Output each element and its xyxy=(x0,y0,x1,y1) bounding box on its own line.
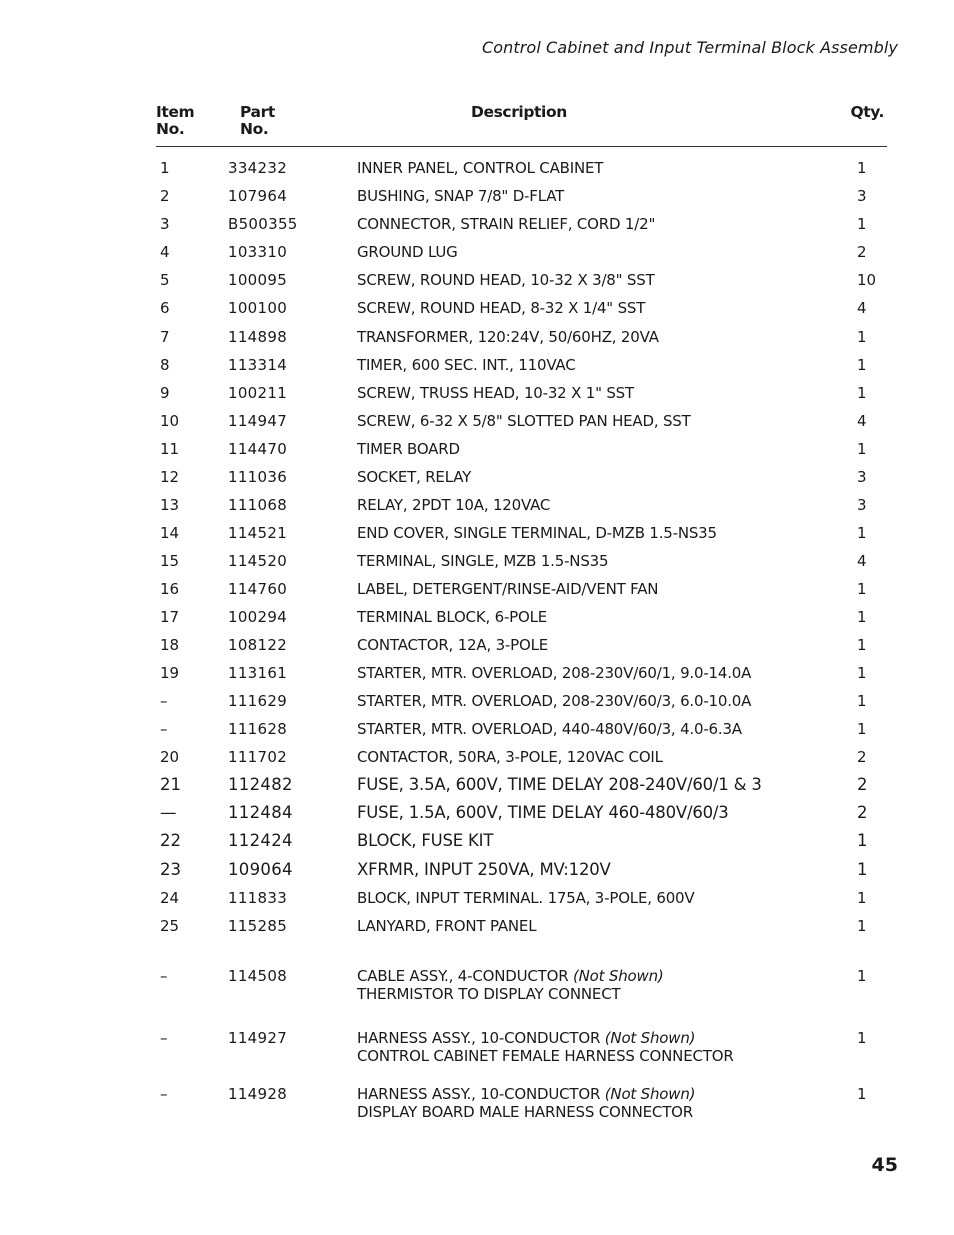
part-description xyxy=(357,720,742,738)
description-text: CONTACTOR, 50RA, 3-POLE, 120VAC COIL xyxy=(357,748,663,766)
part-description xyxy=(357,1085,695,1121)
part-number: 114760 xyxy=(228,580,288,598)
description-line-2: DISPLAY BOARD MALE HARNESS CONNECTOR xyxy=(357,1103,693,1121)
column-header-part-line2: No. xyxy=(240,120,269,138)
description-line-2: THERMISTOR TO DISPLAY CONNECT xyxy=(357,985,621,1003)
item-number: 23 xyxy=(160,860,181,879)
quantity: 1 xyxy=(857,440,867,458)
description-text: HARNESS ASSY., 10-CONDUCTOR xyxy=(357,1085,601,1103)
item-number: 2 xyxy=(160,187,170,205)
quantity: 1 xyxy=(857,159,867,177)
item-number: 16 xyxy=(160,580,180,598)
part-number: 114470 xyxy=(228,440,288,458)
part-description xyxy=(357,496,550,514)
item-number: – xyxy=(160,692,168,710)
quantity: 3 xyxy=(857,496,867,514)
part-description xyxy=(357,356,576,374)
quantity: 1 xyxy=(857,967,867,985)
part-description xyxy=(357,271,655,289)
quantity: 1 xyxy=(857,1029,867,1047)
quantity: 1 xyxy=(857,580,867,598)
part-number: 111628 xyxy=(228,720,288,738)
part-number: 114898 xyxy=(228,328,288,346)
part-description xyxy=(357,580,658,598)
item-number: 18 xyxy=(160,636,180,654)
item-number: 17 xyxy=(160,608,180,626)
quantity: 10 xyxy=(857,271,877,289)
item-number: – xyxy=(160,1085,168,1103)
item-number: 24 xyxy=(160,889,180,907)
description-text: CONNECTOR, STRAIN RELIEF, CORD 1/2" xyxy=(357,215,656,233)
item-number: 10 xyxy=(160,412,180,430)
part-description xyxy=(357,636,548,654)
description-text: STARTER, MTR. OVERLOAD, 208-230V/60/3, 6.0-10.0A xyxy=(357,692,752,710)
part-number: 107964 xyxy=(228,187,288,205)
column-header-description: Description xyxy=(471,103,567,121)
description-text: FUSE, 1.5A, 600V, TIME DELAY 460-480V/60/3 xyxy=(357,803,729,822)
description-text: TERMINAL, SINGLE, MZB 1.5-NS35 xyxy=(357,552,609,570)
part-description xyxy=(357,412,691,430)
description-text: TRANSFORMER, 120:24V, 50/60HZ, 20VA xyxy=(357,328,659,346)
item-number: – xyxy=(160,967,168,985)
item-number: 13 xyxy=(160,496,180,514)
part-number: 113314 xyxy=(228,356,288,374)
quantity: 1 xyxy=(857,1085,867,1103)
quantity: 1 xyxy=(857,524,867,542)
quantity: 1 xyxy=(857,608,867,626)
quantity: 1 xyxy=(857,720,867,738)
part-description xyxy=(357,384,634,402)
quantity: 2 xyxy=(857,803,868,822)
part-number: 103310 xyxy=(228,243,288,261)
part-description xyxy=(357,468,471,486)
description-text: RELAY, 2PDT 10A, 120VAC xyxy=(357,496,551,514)
part-description xyxy=(357,187,564,205)
item-number: 4 xyxy=(160,243,170,261)
description-text: TERMINAL BLOCK, 6-POLE xyxy=(357,608,548,626)
quantity: 4 xyxy=(857,299,867,317)
description-text: BLOCK, FUSE KIT xyxy=(357,831,494,850)
item-number: 14 xyxy=(160,524,180,542)
part-description xyxy=(357,159,603,177)
part-number: 111068 xyxy=(228,496,288,514)
part-description xyxy=(357,967,664,1003)
description-text: INNER PANEL, CONTROL CABINET xyxy=(357,159,604,177)
description-text: FUSE, 3.5A, 600V, TIME DELAY 208-240V/60/1 & 3 xyxy=(357,775,762,794)
part-number: 112482 xyxy=(228,775,293,794)
item-number: 20 xyxy=(160,748,180,766)
part-number: 114928 xyxy=(228,1085,288,1103)
part-description xyxy=(357,692,751,710)
item-number: 7 xyxy=(160,328,170,346)
description-text: STARTER, MTR. OVERLOAD, 208-230V/60/1, 9.0-14.0A xyxy=(357,664,752,682)
part-number: 111629 xyxy=(228,692,288,710)
part-number: 114521 xyxy=(228,524,288,542)
description-text: LANYARD, FRONT PANEL xyxy=(357,917,537,935)
description-text: END COVER, SINGLE TERMINAL, D-MZB 1.5-NS35 xyxy=(357,524,717,542)
description-text: TIMER BOARD xyxy=(357,440,460,458)
part-number: 114508 xyxy=(228,967,288,985)
running-header: Control Cabinet and Input Terminal Block Assembly xyxy=(481,38,898,57)
part-number: 100211 xyxy=(228,384,288,402)
description-text: SCREW, ROUND HEAD, 10-32 X 3/8" SST xyxy=(357,271,655,289)
description-text: BUSHING, SNAP 7/8" D-FLAT xyxy=(357,187,565,205)
part-description xyxy=(357,748,663,766)
quantity: 1 xyxy=(857,889,867,907)
quantity: 2 xyxy=(857,775,868,794)
page-number: 45 xyxy=(871,1154,898,1176)
quantity: 1 xyxy=(857,860,868,879)
description-text: STARTER, MTR. OVERLOAD, 440-480V/60/3, 4.0-6.3A xyxy=(357,720,742,738)
description-text: SCREW, ROUND HEAD, 8-32 X 1/4" SST xyxy=(357,299,646,317)
part-description xyxy=(357,664,751,682)
description-text: BLOCK, INPUT TERMINAL. 175A, 3-POLE, 600V xyxy=(357,889,695,907)
part-number: 112424 xyxy=(228,831,293,850)
part-number: B500355 xyxy=(228,215,298,233)
part-number: 111833 xyxy=(228,889,288,907)
part-description xyxy=(357,889,694,907)
quantity: 1 xyxy=(857,215,867,233)
quantity: 2 xyxy=(857,243,867,261)
quantity: 3 xyxy=(857,187,867,205)
item-number: 6 xyxy=(160,299,170,317)
description-text: SOCKET, RELAY xyxy=(357,468,472,486)
part-number: 114520 xyxy=(228,552,288,570)
quantity: 1 xyxy=(857,384,867,402)
column-header-qty: Qty. xyxy=(850,103,884,121)
part-number: 111702 xyxy=(228,748,288,766)
item-number: 3 xyxy=(160,215,170,233)
description-text: GROUND LUG xyxy=(357,243,458,261)
item-number: 21 xyxy=(160,775,181,794)
item-number: 11 xyxy=(160,440,180,458)
part-number: 109064 xyxy=(228,860,293,879)
part-description xyxy=(357,804,729,822)
item-number: — xyxy=(160,803,177,822)
part-description xyxy=(357,832,493,850)
description-text: HARNESS ASSY., 10-CONDUCTOR xyxy=(357,1029,601,1047)
quantity: 1 xyxy=(857,664,867,682)
item-number: 19 xyxy=(160,664,180,682)
part-description xyxy=(357,215,655,233)
item-number: 25 xyxy=(160,917,180,935)
description-text: CONTACTOR, 12A, 3-POLE xyxy=(357,636,549,654)
part-description xyxy=(357,552,608,570)
part-number: 100100 xyxy=(228,299,288,317)
part-number: 108122 xyxy=(228,636,288,654)
description-text: XFRMR, INPUT 250VA, MV:120V xyxy=(357,860,611,879)
item-number: 22 xyxy=(160,831,181,850)
quantity: 4 xyxy=(857,412,867,430)
part-number: 112484 xyxy=(228,803,293,822)
part-description xyxy=(357,299,645,317)
column-header-item-no xyxy=(156,104,194,138)
item-number: 5 xyxy=(160,271,170,289)
item-number: – xyxy=(160,1029,168,1047)
quantity: 1 xyxy=(857,917,867,935)
item-number: – xyxy=(160,720,168,738)
description-text: SCREW, TRUSS HEAD, 10-32 X 1" SST xyxy=(357,384,634,402)
part-description xyxy=(357,776,762,794)
item-number: 9 xyxy=(160,384,170,402)
quantity: 1 xyxy=(857,831,868,850)
part-number: 111036 xyxy=(228,468,288,486)
item-number: 8 xyxy=(160,356,170,374)
part-description xyxy=(357,608,547,626)
quantity: 1 xyxy=(857,356,867,374)
quantity: 3 xyxy=(857,468,867,486)
item-number: 12 xyxy=(160,468,180,486)
column-header-part-no xyxy=(240,104,275,138)
part-number: 114947 xyxy=(228,412,288,430)
not-shown-note: (Not Shown) xyxy=(604,1085,696,1103)
part-number: 114927 xyxy=(228,1029,288,1047)
part-number: 100095 xyxy=(228,271,288,289)
part-description xyxy=(357,917,536,935)
description-text: CABLE ASSY., 4-CONDUCTOR xyxy=(357,967,569,985)
part-description xyxy=(357,440,460,458)
part-description xyxy=(357,524,717,542)
quantity: 1 xyxy=(857,328,867,346)
column-header-item-line1: Item xyxy=(156,103,195,121)
item-number: 15 xyxy=(160,552,180,570)
not-shown-note: (Not Shown) xyxy=(604,1029,696,1047)
column-header-part-line1: Part xyxy=(240,103,275,121)
description-text: TIMER, 600 SEC. INT., 110VAC xyxy=(357,356,576,374)
part-number: 113161 xyxy=(228,664,288,682)
description-text: LABEL, DETERGENT/RINSE-AID/VENT FAN xyxy=(357,580,659,598)
part-description xyxy=(357,861,611,879)
quantity: 2 xyxy=(857,748,867,766)
item-number: 1 xyxy=(160,159,170,177)
quantity: 4 xyxy=(857,552,867,570)
part-description xyxy=(357,1029,734,1065)
header-divider xyxy=(156,146,887,147)
part-description xyxy=(357,328,659,346)
description-line-2: CONTROL CABINET FEMALE HARNESS CONNECTOR xyxy=(357,1047,734,1065)
quantity: 1 xyxy=(857,636,867,654)
part-number: 115285 xyxy=(228,917,288,935)
description-text: SCREW, 6-32 X 5/8" SLOTTED PAN HEAD, SST xyxy=(357,412,691,430)
part-description xyxy=(357,243,458,261)
part-number: 334232 xyxy=(228,159,288,177)
not-shown-note: (Not Shown) xyxy=(573,967,664,985)
column-header-item-line2: No. xyxy=(156,120,185,138)
quantity: 1 xyxy=(857,692,867,710)
part-number: 100294 xyxy=(228,608,288,626)
